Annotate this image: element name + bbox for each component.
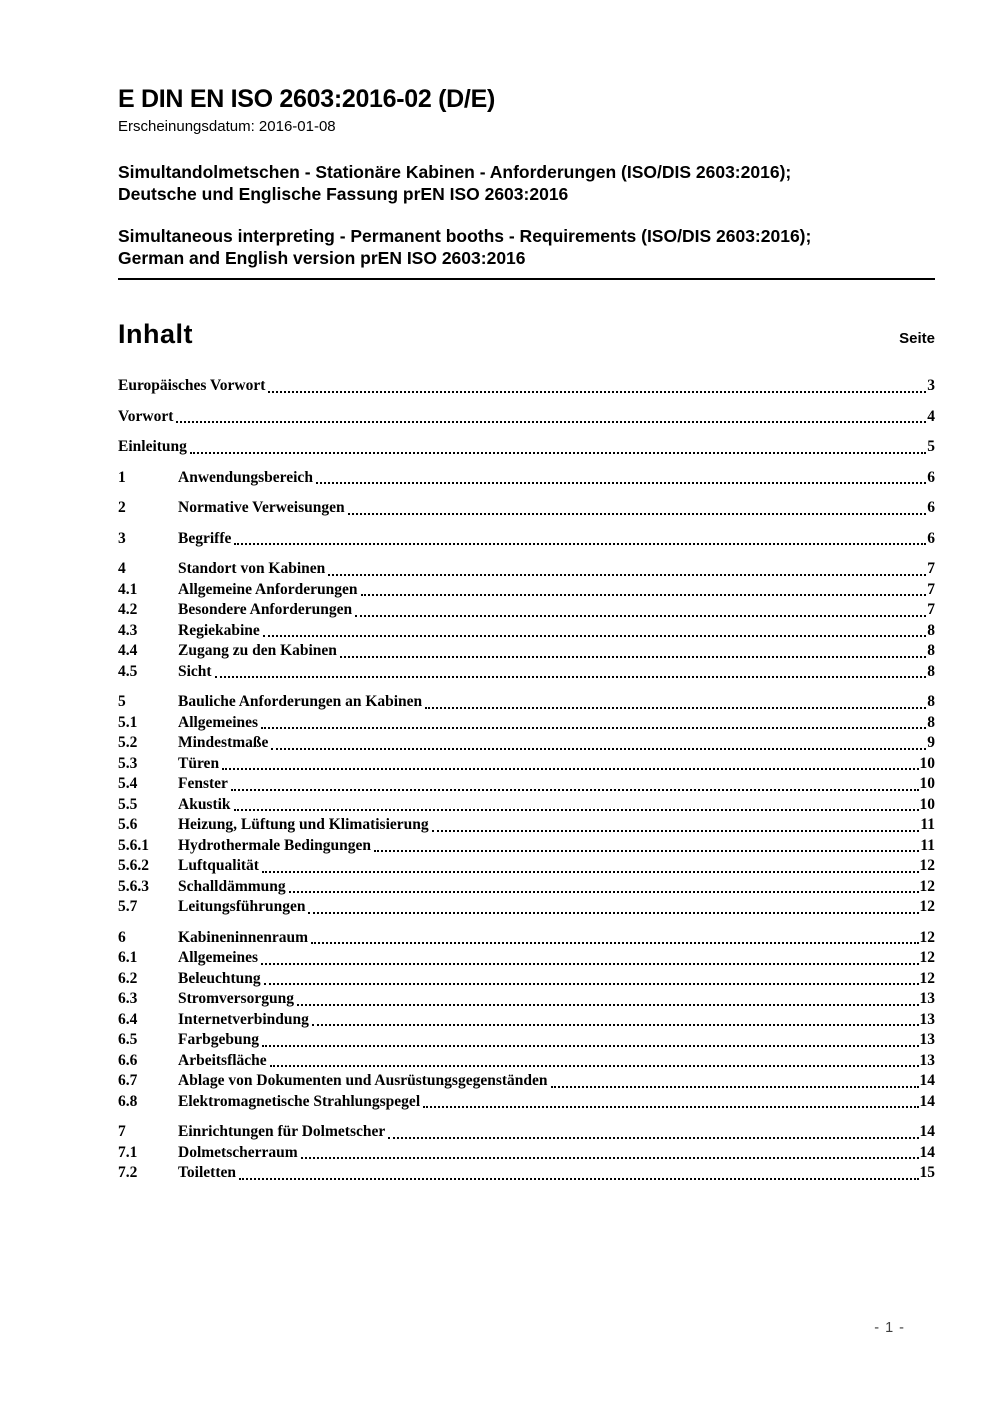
- toc-dot-leader: [262, 871, 919, 873]
- toc-entry: [118, 713, 935, 734]
- toc-dot-leader: [348, 513, 927, 515]
- toc-entry: [118, 795, 935, 816]
- toc-entry-page: 13: [919, 1010, 935, 1028]
- toc-entry-title: Sicht: [178, 662, 212, 680]
- toc-entry-page: 8: [927, 662, 935, 680]
- toc-entry: [118, 877, 935, 898]
- toc-entry-page: 11: [920, 836, 935, 854]
- publication-date: Erscheinungsdatum: 2016-01-08: [118, 118, 336, 135]
- toc-entry-number: 5.2: [118, 734, 138, 751]
- toc-entry-title: Dolmetscherraum: [178, 1143, 298, 1161]
- toc-entry-title: Kabineninnenraum: [178, 928, 309, 946]
- toc-dot-leader: [234, 543, 926, 545]
- toc-entry-title: Schalldämmung: [178, 877, 286, 895]
- toc-dot-leader: [423, 1106, 918, 1108]
- toc-entry-number: 5.5: [118, 795, 138, 813]
- toc-entry: [118, 692, 935, 713]
- toc-entry-number: 1: [118, 468, 126, 486]
- toc-entry-page: 4: [927, 407, 935, 425]
- toc-entry-title: Zugang zu den Kabinen: [178, 642, 337, 659]
- toc-entry-title: Luftqualität: [178, 857, 259, 874]
- toc-dot-leader: [374, 850, 919, 852]
- toc-entry-title: Einrichtungen für Dolmetscher: [178, 1123, 386, 1140]
- toc-entry-title: Besondere Anforderungen: [178, 601, 353, 618]
- toc-entry: [118, 1143, 935, 1164]
- toc-entry: [118, 621, 935, 642]
- toc-entry: [118, 989, 935, 1010]
- toc-dot-leader: [316, 482, 926, 484]
- toc-entry-title: Allgemeines: [178, 949, 259, 966]
- toc-entry-page: 10: [919, 795, 935, 813]
- toc-entry-number: 2: [118, 499, 126, 516]
- toc-dot-leader: [222, 768, 918, 770]
- toc-entry-number: 7: [118, 1123, 126, 1140]
- toc-entry: [118, 641, 935, 662]
- toc-entry: [118, 407, 935, 428]
- toc-entry-title: Standort von Kabinen: [178, 560, 326, 577]
- toc-dot-leader: [355, 615, 926, 617]
- toc-entry-number: 6.2: [118, 969, 138, 987]
- toc-dot-leader: [425, 707, 926, 709]
- toc-entry-page: 13: [919, 1051, 935, 1069]
- toc-entry-title: Beleuchtung: [178, 969, 261, 987]
- toc-entry-title: Allgemeines: [178, 713, 259, 731]
- toc-entry: [118, 529, 935, 550]
- toc-entry-number: 5.6.3: [118, 877, 149, 895]
- toc-entry: [118, 468, 935, 489]
- toc-entry: [118, 376, 935, 397]
- toc-entry-page: 10: [919, 754, 935, 772]
- toc-entry-number: 5.6.2: [118, 857, 149, 874]
- toc-entry-page: 5: [927, 438, 935, 455]
- toc-entry-page: 12: [919, 949, 935, 966]
- title-german: [118, 162, 935, 205]
- toc-dot-leader: [234, 809, 919, 811]
- toc-entry: [118, 836, 935, 857]
- toc-entry: [118, 754, 935, 775]
- toc-list: [118, 376, 935, 1184]
- toc-entry-page: 12: [919, 857, 935, 874]
- toc-entry: [118, 948, 935, 969]
- toc-dot-leader: [270, 1065, 919, 1067]
- toc-entry-page: 8: [927, 713, 935, 731]
- toc-entry-page: 11: [920, 816, 935, 833]
- title-german-line1: Simultandolmetschen - Stationäre Kabinen - Anforderungen (ISO/DIS 2603:2016);: [118, 162, 792, 182]
- toc-dot-leader: [261, 963, 918, 965]
- toc-dot-leader: [176, 421, 926, 423]
- toc-entry-title: Elektromagnetische Strahlungspegel: [178, 1092, 421, 1110]
- title-german-line2: Deutsche und Englische Fassung prEN ISO 2603:2016: [118, 183, 569, 204]
- toc-entry-title: Begriffe: [178, 529, 232, 547]
- title-english-line1: Simultaneous interpreting - Permanent booths - Requirements (ISO/DIS 2603:2016);: [118, 226, 812, 246]
- toc-entry: [118, 437, 935, 458]
- toc-entry: [118, 897, 935, 918]
- toc-entry-page: 6: [927, 468, 935, 486]
- toc-entry-number: 4.5: [118, 662, 138, 680]
- toc-entry-number: 6.7: [118, 1072, 138, 1089]
- toc-dot-leader: [311, 942, 918, 944]
- toc-dot-leader: [264, 983, 919, 985]
- toc-entry-title: Vorwort: [118, 407, 174, 425]
- toc-entry-number: 4.3: [118, 621, 138, 639]
- footer-page-number: - 1 -: [874, 1320, 905, 1336]
- toc-entry-title: Regiekabine: [178, 621, 260, 639]
- toc-entry: [118, 774, 935, 795]
- toc-entry: [118, 733, 935, 754]
- toc-entry-title: Türen: [178, 754, 220, 772]
- toc-dot-leader: [261, 727, 926, 729]
- toc-entry-title: Internetverbindung: [178, 1010, 309, 1028]
- toc-entry-number: 5.6.1: [118, 836, 149, 854]
- toc-entry-number: 5.3: [118, 754, 138, 772]
- toc-entry-title: Hydrothermale Bedingungen: [178, 836, 372, 854]
- toc-dot-leader: [297, 1004, 919, 1006]
- toc-entry-title: Allgemeine Anforderungen: [178, 580, 358, 598]
- toc-entry-page: 12: [919, 877, 935, 895]
- toc-entry: [118, 662, 935, 683]
- toc-entry-title: Toiletten: [178, 1164, 236, 1181]
- toc-entry-page: 14: [919, 1072, 935, 1089]
- toc-entry-page: 6: [927, 529, 935, 547]
- toc-entry-number: 5.7: [118, 898, 138, 915]
- toc-entry: [118, 1092, 935, 1113]
- toc-entry-page: 12: [919, 928, 935, 946]
- toc-entry-title: Farbgebung: [178, 1031, 259, 1048]
- document-page: [118, 0, 935, 1184]
- toc-entry-title: Arbeitsfläche: [178, 1051, 267, 1069]
- toc-entry-page: 15: [919, 1164, 935, 1181]
- toc-entry-page: 7: [927, 580, 935, 598]
- toc-entry-number: 4.1: [118, 580, 138, 598]
- toc-entry: [118, 815, 935, 836]
- toc-dot-leader: [388, 1137, 918, 1139]
- toc-entry: [118, 1010, 935, 1031]
- toc-dot-leader: [262, 1045, 919, 1047]
- header-divider: [118, 278, 935, 280]
- toc-entry: [118, 1071, 935, 1092]
- toc-dot-leader: [268, 391, 926, 393]
- toc-entry-number: 6.6: [118, 1051, 138, 1069]
- toc-dot-leader: [289, 891, 919, 893]
- toc-entry-page: 10: [919, 775, 935, 792]
- toc-entry: [118, 1163, 935, 1184]
- toc-entry-title: Fenster: [178, 775, 228, 792]
- toc-dot-leader: [432, 830, 920, 832]
- toc-entry-title: Ablage von Dokumenten und Ausrüstungsgegenständen: [178, 1072, 548, 1089]
- toc-dot-leader: [239, 1178, 919, 1180]
- toc-entry-number: 4.4: [118, 642, 138, 659]
- toc-entry-title: Mindestmaße: [178, 734, 269, 751]
- toc-entry: [118, 498, 935, 519]
- toc-entry: [118, 1051, 935, 1072]
- toc-entry-number: 6.8: [118, 1092, 138, 1110]
- toc-heading: Inhalt: [118, 319, 193, 349]
- toc-dot-leader: [328, 574, 926, 576]
- toc-entry-page: 8: [927, 621, 935, 639]
- toc-entry-page: 9: [927, 734, 935, 751]
- toc-entry-title: Normative Verweisungen: [178, 499, 345, 516]
- toc-dot-leader: [231, 789, 919, 791]
- toc-entry-number: 4.2: [118, 601, 138, 618]
- toc-entry-page: 14: [919, 1123, 935, 1140]
- title-english-line2: German and English version prEN ISO 2603:2016: [118, 247, 526, 268]
- toc-entry: [118, 969, 935, 990]
- toc-entry-page: 3: [927, 377, 935, 394]
- toc-dot-leader: [312, 1024, 919, 1026]
- toc-entry-number: 6.5: [118, 1031, 138, 1048]
- toc-entry-page: 13: [919, 1031, 935, 1048]
- toc-dot-leader: [215, 676, 927, 678]
- toc-entry-number: 5.6: [118, 816, 138, 833]
- toc-entry: [118, 580, 935, 601]
- toc-entry-page: 13: [919, 990, 935, 1007]
- toc-entry: [118, 1030, 935, 1051]
- toc-entry-page: 14: [919, 1092, 935, 1110]
- toc-dot-leader: [301, 1157, 919, 1159]
- toc-entry: [118, 600, 935, 621]
- toc-entry-page: 7: [927, 601, 935, 618]
- toc-dot-leader: [361, 594, 927, 596]
- toc-entry-number: 3: [118, 529, 126, 547]
- toc-entry: [118, 1122, 935, 1143]
- toc-entry-number: 4: [118, 560, 126, 577]
- toc-entry-title: Heizung, Lüftung und Klimatisierung: [178, 816, 429, 833]
- toc-entry-title: Leitungsführungen: [178, 898, 306, 915]
- toc-entry-title: Stromversorgung: [178, 990, 294, 1007]
- toc-entry-page: 7: [927, 560, 935, 577]
- toc-entry-number: 5: [118, 693, 126, 710]
- toc-dot-leader: [551, 1086, 919, 1088]
- toc-dot-leader: [263, 635, 926, 637]
- toc-entry: [118, 928, 935, 949]
- toc-entry-page: 8: [927, 642, 935, 659]
- toc-entry-page: 12: [919, 969, 935, 987]
- document-number-heading: E DIN EN ISO 2603:2016-02 (D/E): [118, 85, 495, 113]
- toc-entry-number: 5.1: [118, 713, 138, 731]
- toc-entry-number: 6.1: [118, 949, 138, 966]
- toc-dot-leader: [340, 656, 926, 658]
- toc-entry-number: 6.4: [118, 1010, 138, 1028]
- toc-entry-number: 7.1: [118, 1143, 138, 1161]
- toc-entry-page: 8: [927, 693, 935, 710]
- toc-page-column-label: Seite: [899, 330, 935, 347]
- toc-header: [118, 318, 935, 350]
- toc-entry-number: 5.4: [118, 775, 138, 792]
- toc-entry-page: 6: [927, 499, 935, 516]
- toc-entry-title: Europäisches Vorwort: [118, 377, 266, 394]
- toc-entry-title: Bauliche Anforderungen an Kabinen: [178, 693, 423, 710]
- toc-entry-title: Einleitung: [118, 438, 187, 455]
- toc-entry: [118, 559, 935, 580]
- toc-entry-number: 6: [118, 928, 126, 946]
- toc-dot-leader: [271, 748, 926, 750]
- toc-entry: [118, 856, 935, 877]
- toc-entry-page: 14: [919, 1143, 935, 1161]
- toc-dot-leader: [190, 452, 926, 454]
- toc-entry-page: 12: [919, 898, 935, 915]
- toc-entry-number: 6.3: [118, 990, 138, 1007]
- toc-entry-title: Akustik: [178, 795, 231, 813]
- title-english: [118, 226, 935, 269]
- toc-entry-title: Anwendungsbereich: [178, 468, 313, 486]
- toc-entry-number: 7.2: [118, 1164, 138, 1181]
- toc-dot-leader: [308, 912, 918, 914]
